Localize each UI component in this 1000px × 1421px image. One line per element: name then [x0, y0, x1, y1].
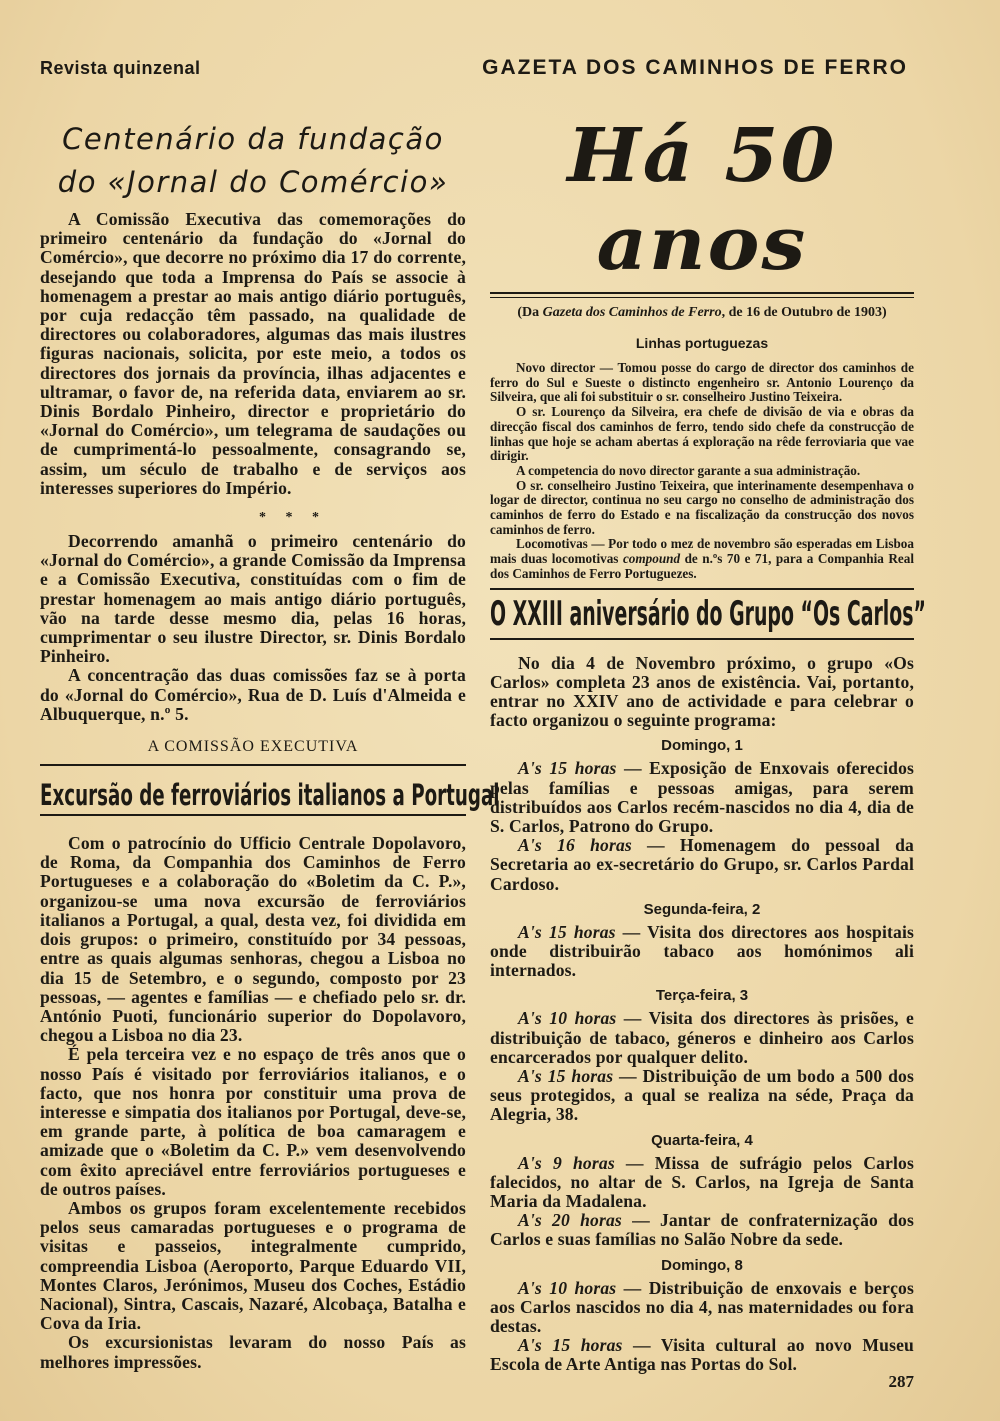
program-item [490, 1279, 914, 1337]
program-item [490, 923, 914, 981]
program-item-time: A's 15 horas [518, 1335, 623, 1356]
program-item [490, 836, 914, 894]
ha50-article [490, 112, 914, 582]
paragraph-italic: compound [622, 551, 681, 567]
paragraph-text: — Tomou posse do cargo de director dos caminhos de ferro do Sul e Sueste o distincto engenheiro sr. Antonio Lourenço da Silveira, que ali foi substituir o sr. conselheiro Justino Teixeira. [490, 360, 914, 405]
source-journal: Gazeta dos Caminhos de Ferro [542, 305, 722, 320]
program-item-time: A's 9 horas [518, 1152, 615, 1173]
excursao-article [40, 772, 500, 1372]
ha50-paragraph-2: O sr. Lourenço da Silveira, era chefe de divisão de via e obras da direcção fiscal dos caminhos de ferro, tendo sido chefe da construcção de linhas que hoje se acham abertas á exploração na rêde ferroviaria que vae dirigir. [490, 404, 914, 464]
centenario-title [40, 118, 466, 204]
program-item-time: A's 20 horas [518, 1210, 622, 1231]
program-item-text: — Distribuição de um bodo a 500 dos seus protegidos, a qual se realiza na séde, Praça da Alegria, 38. [490, 1066, 914, 1125]
centenario-article [40, 118, 466, 756]
excursao-paragraph-2: É pela terceira vez e no espaço de três anos que o nosso País é visitado por ferroviários italianos, e o facto, que nos honra por constituir uma prova de interesse e simpatia dos italianos por Portugal, deve-se, em grande parte, à política de boa camaragem e amizade que o «Boletim da C. P.» vem desenvolvendo com êxito apreciável entre ferroviários portugueses e de outros países. [40, 1044, 466, 1199]
centenario-title-line1: Centenário da fundação [62, 122, 444, 156]
ha50-source [490, 305, 914, 321]
carlos-intro: No dia 4 de Novembro próximo, o grupo «Os Carlos» completa 23 anos de existência. Vai, portanto, entrar no XXIV ano de actividade e para celebrar o facto organizou o seguinte programa: [490, 652, 914, 731]
ha50-paragraph-3: A competencia do novo director garante a sua administração. [516, 462, 861, 478]
program-item-time: A's 15 horas [518, 921, 616, 942]
divider [490, 292, 914, 294]
program-item-time: A's 10 horas [518, 1277, 617, 1298]
page-number: 287 [888, 1372, 914, 1391]
ha50-section-heading: Linhas portuguezas [635, 335, 769, 351]
program-day-heading: Terça-feira, 3 [655, 987, 749, 1005]
source-suffix: , de 16 de Outubro de 1903) [721, 305, 887, 320]
program-item [490, 1067, 914, 1125]
program-item-text: — Exposição de Enxovais oferecidos pelas famílias e pessoas amigas, para serem distribuídos aos Carlos recém-nascidos no dia 4, dia de S. Carlos, Patrono do Grupo. [490, 758, 915, 836]
ha50-paragraph-1 [490, 361, 914, 405]
centenario-signature: A COMISSÃO EXECUTIVA [147, 738, 359, 756]
program-item-text: — Jantar de confraternização dos Carlos e suas famílias no Salão Nobre da sede. [490, 1210, 914, 1250]
source-prefix: (Da [517, 305, 543, 320]
carlos-title: O XXIII aniversário do Grupo “Os Carlos” [490, 593, 926, 634]
program-item-text: — Distribuição de enxovais e berços aos Carlos nascidos no dia 4, nas maternidades ou fora destas. [490, 1277, 914, 1337]
centenario-paragraph-2: Decorrendo amanhã o primeiro centenário do «Jornal do Comércio», a grande Comissão da Imprensa e a Comissão Executiva, constituídas com o fim de prestar homenagem ao mais antigo diário português, vão na tarde desse mesmo dia, pelas 16 horas, cumprimentar o seu ilustre Director, sr. Dinis Bordalo Pinheiro. [40, 531, 466, 667]
paragraph-text: de n.ºs 70 e 71, para a Companhia Real dos Caminhos de Ferro Portuguezes. [490, 551, 914, 581]
program-day-heading: Segunda-feira, 2 [643, 900, 761, 918]
excursao-paragraph-3: Ambos os grupos foram excelentemente recebidos pelos seus camaradas portugueses e o programa de visitas e passeios, integralmente cumprido, compreendia Lisboa (Aeroporto, Parque Eduardo VII, Montes Claros, Jerónimos, Museu dos Coches, Estádio Nacional), Sintra, Cascais, Nazaré, Alcobaça, Batalha e Cova da Iria. [40, 1197, 466, 1334]
program-item-time: A's 16 horas [518, 835, 632, 856]
program-item-time: A's 15 horas [518, 1066, 614, 1086]
program-day-heading: Domingo, 8 [661, 1256, 743, 1274]
program-item-text: — Missa de sufrágio pelos Carlos falecidos, no altar de S. Carlos, na Igreja de Santa Maria da Madalena. [490, 1152, 914, 1212]
paragraph-lead: Locomotivas [516, 536, 588, 552]
program-item [490, 1154, 914, 1212]
centenario-paragraph-3: A concentração das duas comissões faz se à porta do «Jornal do Comércio», Rua de D. Luís d'Almeida e Albuquerque, n.º 5. [40, 665, 466, 724]
program-day-heading: Domingo, 1 [661, 737, 743, 755]
program-item [490, 759, 914, 836]
right-column [490, 112, 926, 1375]
ha50-title: Há 50 anos [567, 113, 837, 287]
excursao-paragraph-1: Com o patrocínio do Ufficio Centrale Dopolavoro, de Roma, da Companhia dos Caminhos de Ferro Portugueses e a colaboração do «Boletim da C. P.», organizou-se uma nova excursão de ferroviários italianos a Portugal, a qual, desta vez, foi dividida em dois grupos: o primeiro, constituído por 34 pessoas, entre as quais algumas senhoras, chegou a Lisboa no dia 15 de Setembro, e o segundo, composto por 23 pessoas, — agentes e famílias — e chefiado pelo sr. dr. António Puoti, funcionário superior do Dopolavoro, chegou a Lisboa no dia 23. [40, 833, 466, 1046]
excursao-paragraph-4: Os excursionistas levaram do nosso País as melhores impressões. [40, 1332, 466, 1372]
divider [40, 814, 466, 816]
program-item-text: — Homenagem do pessoal da Secretaria ao ex-secretário do Grupo, sr. Carlos Pardal Cardoso. [490, 835, 914, 894]
header-journal-name: GAZETA DOS CAMINHOS DE FERRO [482, 56, 908, 79]
header-publication-frequency: Revista quinzenal [40, 58, 201, 78]
program-item [490, 1211, 914, 1249]
program-item-time: A's 15 horas [518, 758, 617, 779]
divider [490, 297, 914, 298]
program-day-heading: Quarta-feira, 4 [651, 1131, 753, 1149]
program-item [490, 1009, 914, 1067]
paragraph-text: — Por todo o mez de novembro são esperadas em Lisboa mais duas locomotivas [490, 536, 914, 567]
program-item-text: — Visita dos directores às prisões, e distribuição de tabaco, géneros e dinheiro aos Carlos encarcerados por qualquer delito. [490, 1008, 914, 1067]
section-separator: * * * [259, 510, 327, 526]
centenario-title-line2: do «Jornal do Comércio» [57, 165, 449, 199]
program-item-text: — Visita cultural ao novo Museu Escola de Arte Antiga nas Portas do Sol. [490, 1335, 914, 1375]
divider [490, 638, 914, 640]
program-item-text: — Visita dos directores aos hospitais onde distribuirão tabaco aos homónimos ali internados. [490, 921, 914, 981]
carlos-program [490, 737, 914, 1374]
ha50-paragraph-5 [490, 537, 914, 581]
carlos-article [490, 590, 926, 1375]
program-item [490, 1336, 914, 1374]
excursao-title: Excursão de ferroviários italianos a Portugal [40, 778, 500, 813]
centenario-paragraph-1: A Comissão Executiva das comemorações do primeiro centenário da fundação do «Jornal do Comércio», que decorre no próximo dia 17 do corrente, desejando que toda a Imprensa do País se associe à homenagem a prestar ao mais antigo diário português, por cuja redacção têm passado, na qualidade de directores ou colaboradores, algumas das mais ilustres figuras nacionais, solicita, por este meio, a todos os directores dos jornais da província, ilhas adjacentes e ultramar, o favor de, na referida data, enviarem ao sr. Dinis Bordalo Pinheiro, director e proprietário do «Jornal do Comércio», um telegrama de saudações ou de cumprimentá-lo pessoalmente, consagrando se, assim, um século de trabalho e de serviços aos interesses superiores do Império. [40, 209, 466, 498]
paragraph-lead: Novo director [516, 360, 595, 375]
program-item-time: A's 10 horas [518, 1008, 617, 1029]
left-column [40, 118, 500, 1372]
ha50-paragraph-4: O sr. conselheiro Justino Teixeira, que interinamente desempenhava o logar de director, continua no seu cargo no conselho de administração dos caminhos de ferro do Estado e na fiscalização da construcção dos novos caminhos de ferro. [490, 477, 914, 537]
divider [40, 764, 466, 766]
